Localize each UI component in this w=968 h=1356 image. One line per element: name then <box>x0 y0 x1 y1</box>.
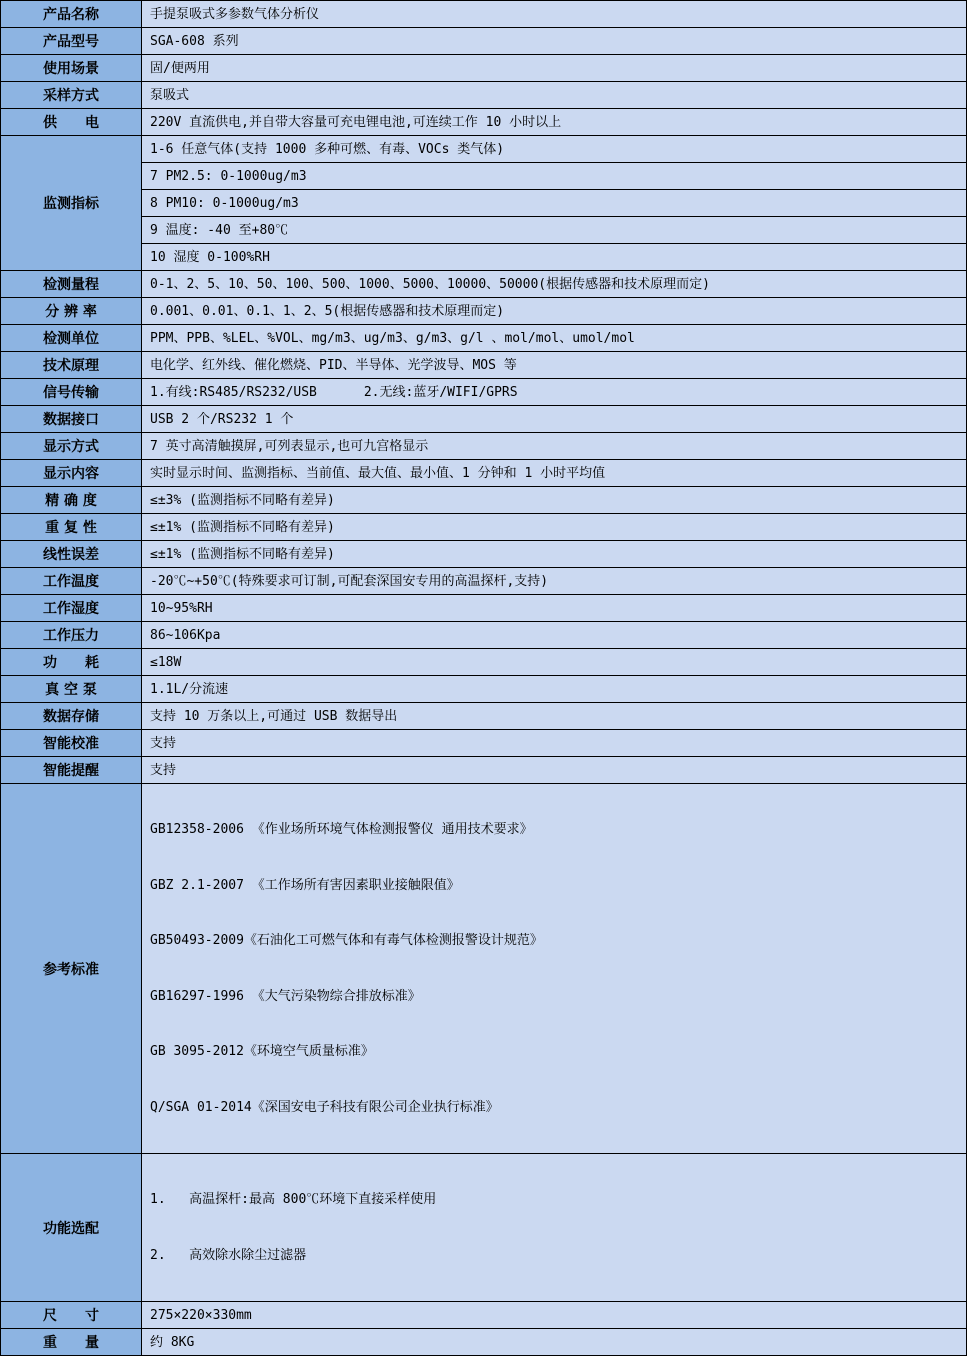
spec-label-accuracy: 精 确 度 <box>1 487 142 514</box>
row-usage-scene <box>1 55 967 82</box>
optional-feature-line-1: 1. 高温探杆:最高 800℃环境下直接采样使用 <box>150 1192 437 1207</box>
reference-standard-line-5: GB 3095-2012《环境空气质量标准》 <box>150 1044 374 1059</box>
spec-label-dimensions: 尺 寸 <box>1 1302 142 1329</box>
row-detection-range <box>1 271 967 298</box>
row-display-content <box>1 460 967 487</box>
spec-label-tech-principle: 技术原理 <box>1 352 142 379</box>
reference-standard-line-3: GB50493-2009《石油化工可燃气体和有毒气体检测报警设计规范》 <box>150 933 543 948</box>
spec-label-smart-calibration: 智能校准 <box>1 730 142 757</box>
spec-label-model: 产品型号 <box>1 28 142 55</box>
row-vacuum-pump <box>1 676 967 703</box>
spec-label-usage-scene: 使用场景 <box>1 55 142 82</box>
spec-label-signal-transmission: 信号传输 <box>1 379 142 406</box>
spec-label-working-pressure: 工作压力 <box>1 622 142 649</box>
row-linearity-error <box>1 541 967 568</box>
row-reference-standards <box>1 784 967 1154</box>
spec-value-repeatability: ≤±1% (监测指标不同略有差异) <box>142 514 967 541</box>
row-tech-principle <box>1 352 967 379</box>
spec-label-power-consumption: 功 耗 <box>1 649 142 676</box>
row-signal-transmission <box>1 379 967 406</box>
row-accuracy <box>1 487 967 514</box>
spec-value-resolution: 0.001、0.01、0.1、1、2、5(根据传感器和技术原理而定) <box>142 298 967 325</box>
spec-value-power-supply: 220V 直流供电,并自带大容量可充电锂电池,可连续工作 10 小时以上 <box>142 109 967 136</box>
row-model <box>1 28 967 55</box>
spec-value-detection-range: 0-1、2、5、10、50、100、500、1000、5000、10000、50000(根据传感器和技术原理而定) <box>142 271 967 298</box>
spec-value-linearity-error: ≤±1% (监测指标不同略有差异) <box>142 541 967 568</box>
spec-value-working-pressure: 86~106Kpa <box>142 622 967 649</box>
spec-value-monitor-indicator-1: 1-6 任意气体(支持 1000 多种可燃、有毒、VOCs 类气体) <box>142 136 967 163</box>
row-power-supply <box>1 109 967 136</box>
spec-label-repeatability: 重 复 性 <box>1 514 142 541</box>
spec-value-dimensions: 275×220×330mm <box>142 1302 967 1329</box>
spec-label-sampling-method: 采样方式 <box>1 82 142 109</box>
row-working-pressure <box>1 622 967 649</box>
spec-value-monitor-indicator-5: 10 湿度 0-100%RH <box>142 244 967 271</box>
row-resolution <box>1 298 967 325</box>
spec-value-optional-features <box>142 1154 967 1302</box>
spec-label-power-supply: 供 电 <box>1 109 142 136</box>
spec-value-working-temperature: -20℃~+50℃(特殊要求可订制,可配套深国安专用的高温探杆,支持) <box>142 568 967 595</box>
spec-value-working-humidity: 10~95%RH <box>142 595 967 622</box>
spec-label-data-interface: 数据接口 <box>1 406 142 433</box>
spec-value-smart-calibration: 支持 <box>142 730 967 757</box>
row-dimensions <box>1 1302 967 1329</box>
row-data-interface <box>1 406 967 433</box>
reference-standard-line-2: GBZ 2.1-2007 《工作场所有害因素职业接触限值》 <box>150 877 460 893</box>
spec-label-smart-reminder: 智能提醒 <box>1 757 142 784</box>
row-weight <box>1 1329 967 1356</box>
spec-value-display-content: 实时显示时间、监测指标、当前值、最大值、最小值、1 分钟和 1 小时平均值 <box>142 460 967 487</box>
spec-value-monitor-indicator-3: 8 PM10: 0-1000ug/m3 <box>142 190 967 217</box>
spec-value-detection-unit: PPM、PPB、%LEL、%VOL、mg/m3、ug/m3、g/m3、g/l 、mol/mol、umol/mol <box>142 325 967 352</box>
row-optional-features <box>1 1154 967 1302</box>
row-display-mode <box>1 433 967 460</box>
row-working-temperature <box>1 568 967 595</box>
spec-label-detection-unit: 检测单位 <box>1 325 142 352</box>
row-working-humidity <box>1 595 967 622</box>
spec-label-product-name: 产品名称 <box>1 1 142 28</box>
spec-value-monitor-indicator-2: 7 PM2.5: 0-1000ug/m3 <box>142 163 967 190</box>
spec-value-power-consumption: ≤18W <box>142 649 967 676</box>
spec-value-tech-principle: 电化学、红外线、催化燃烧、PID、半导体、光学波导、MOS 等 <box>142 352 967 379</box>
reference-standard-line-1: GB12358-2006 《作业场所环境气体检测报警仪 通用技术要求》 <box>150 822 533 837</box>
row-monitor-indicators-1 <box>1 136 967 163</box>
reference-standard-line-4: GB16297-1996 《大气污染物综合排放标准》 <box>150 988 421 1004</box>
spec-value-reference-standards <box>142 784 967 1154</box>
spec-label-detection-range: 检测量程 <box>1 271 142 298</box>
row-sampling-method <box>1 82 967 109</box>
spec-value-model: SGA-608 系列 <box>142 28 967 55</box>
spec-label-data-storage: 数据存储 <box>1 703 142 730</box>
row-smart-reminder <box>1 757 967 784</box>
spec-value-smart-reminder: 支持 <box>142 757 967 784</box>
spec-label-working-humidity: 工作湿度 <box>1 595 142 622</box>
spec-value-accuracy: ≤±3% (监测指标不同略有差异) <box>142 487 967 514</box>
reference-standard-line-6: Q/SGA 01-2014《深国安电子科技有限公司企业执行标准》 <box>150 1099 499 1115</box>
spec-label-vacuum-pump: 真 空 泵 <box>1 676 142 703</box>
row-power-consumption <box>1 649 967 676</box>
spec-value-vacuum-pump: 1.1L/分流速 <box>142 676 967 703</box>
row-monitor-indicators-4 <box>1 217 967 244</box>
row-monitor-indicators-3 <box>1 190 967 217</box>
row-data-storage <box>1 703 967 730</box>
spec-value-usage-scene: 固/便两用 <box>142 55 967 82</box>
spec-label-optional-features: 功能选配 <box>1 1154 142 1302</box>
spec-value-monitor-indicator-4: 9 温度: -40 至+80℃ <box>142 217 967 244</box>
spec-label-monitor-indicators: 监测指标 <box>1 136 142 271</box>
spec-value-data-storage: 支持 10 万条以上,可通过 USB 数据导出 <box>142 703 967 730</box>
spec-label-linearity-error: 线性误差 <box>1 541 142 568</box>
optional-feature-line-2: 2. 高效除水除尘过滤器 <box>150 1247 307 1263</box>
spec-label-reference-standards: 参考标准 <box>1 784 142 1154</box>
spec-label-working-temperature: 工作温度 <box>1 568 142 595</box>
row-detection-unit <box>1 325 967 352</box>
spec-label-resolution: 分 辨 率 <box>1 298 142 325</box>
spec-label-display-content: 显示内容 <box>1 460 142 487</box>
spec-value-weight: 约 8KG <box>142 1329 967 1356</box>
row-monitor-indicators-5 <box>1 244 967 271</box>
spec-label-display-mode: 显示方式 <box>1 433 142 460</box>
spec-value-display-mode: 7 英寸高清触摸屏,可列表显示,也可九宫格显示 <box>142 433 967 460</box>
row-repeatability <box>1 514 967 541</box>
spec-label-weight: 重 量 <box>1 1329 142 1356</box>
row-smart-calibration <box>1 730 967 757</box>
spec-value-signal-transmission: 1.有线:RS485/RS232/USB 2.无线:蓝牙/WIFI/GPRS <box>142 379 967 406</box>
spec-value-product-name: 手提泵吸式多参数气体分析仪 <box>142 1 967 28</box>
row-product-name <box>1 1 967 28</box>
spec-value-sampling-method: 泵吸式 <box>142 82 967 109</box>
row-monitor-indicators-2 <box>1 163 967 190</box>
spec-value-data-interface: USB 2 个/RS232 1 个 <box>142 406 967 433</box>
